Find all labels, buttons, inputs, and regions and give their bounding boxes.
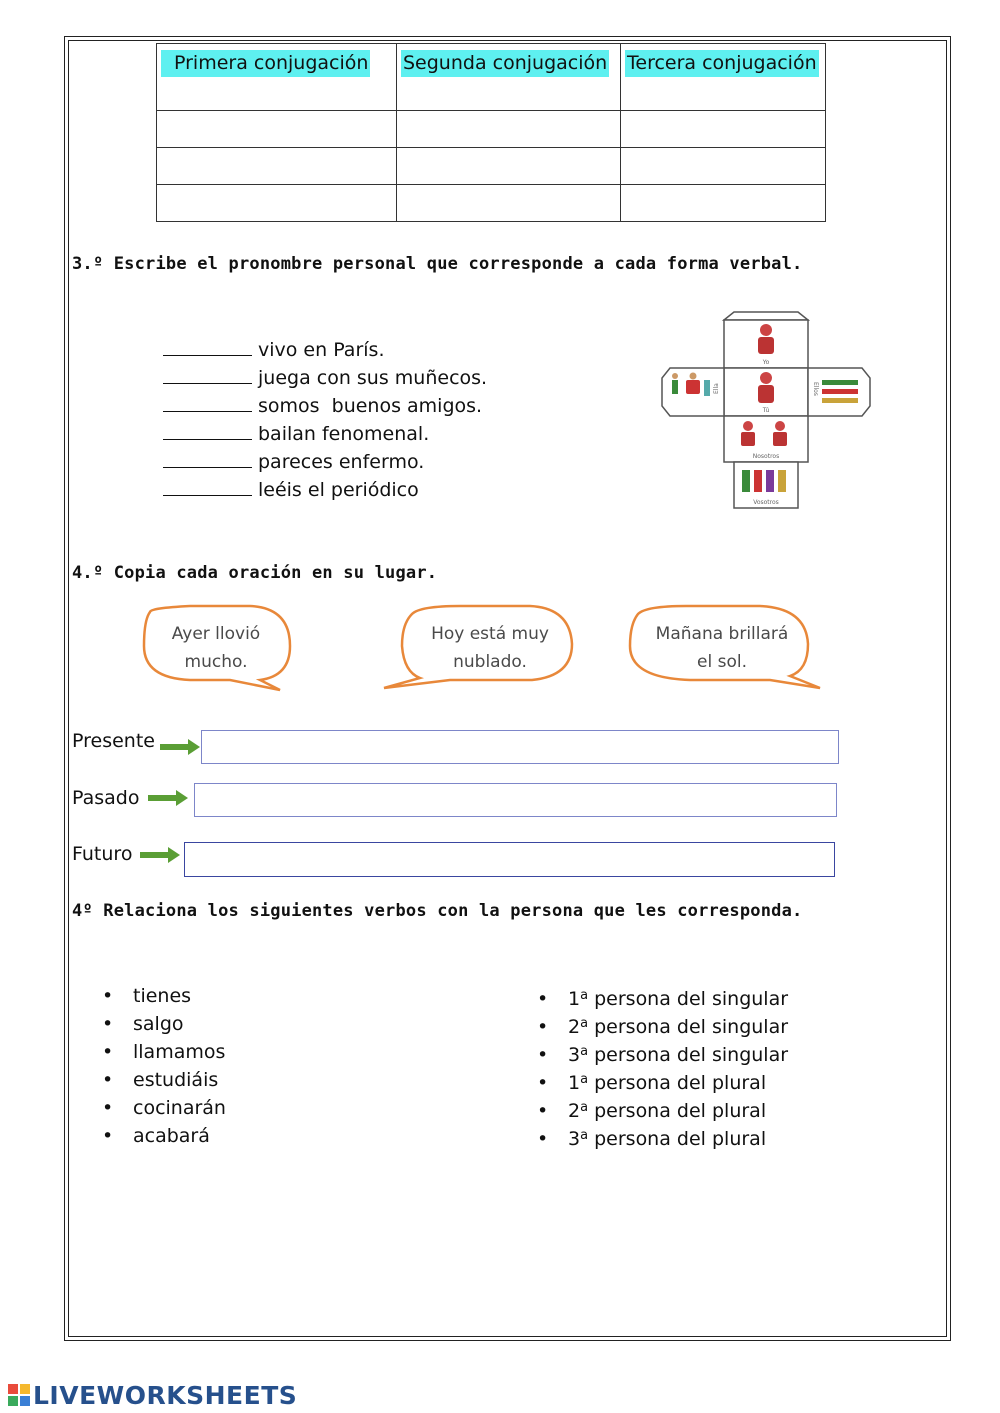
cube-label-nosotros: Nosotros [752,453,780,460]
person-text: persona del singular [588,988,789,1010]
logo-text: LIVEWORKSHEETS [33,1381,298,1410]
cube-label-ellos: Ellos [812,382,819,396]
table-header-cell [157,44,397,111]
cube-label-ella: Ella [713,383,720,394]
blank-line[interactable] [163,392,252,412]
ordinal-mark: a [580,1016,589,1031]
cube-label-vosotros: Vosotros [753,499,779,506]
item-text: pareces enfermo. [258,451,425,473]
list-item[interactable] [537,1010,788,1038]
list-item[interactable] [102,1094,226,1122]
verb-text: tienes [133,985,192,1007]
verb-text: llamamos [133,1041,226,1063]
futuro-input[interactable] [184,842,835,877]
list-item[interactable] [102,1122,226,1150]
person-text: persona del singular [588,1044,789,1066]
bubble-2-line2: nublado. [453,652,527,672]
list-item[interactable] [102,1038,226,1066]
table-cell[interactable] [157,148,397,185]
bullet: • [102,985,114,1007]
bubble-2-text [420,620,560,676]
cube-label-yo: Yo [762,359,770,366]
item-text: vivo en París. [258,339,385,361]
list-item [163,336,487,364]
bullet: • [537,988,549,1010]
persons-list [537,982,788,1150]
bubble-3-line2: el sol. [697,652,747,672]
logo-mark-text: LW [19,1404,21,1406]
verb-text: cocinarán [133,1097,226,1119]
blank-line[interactable] [163,364,252,384]
bubble-3-text [640,620,804,676]
ordinal-mark: a [580,1044,589,1059]
list-item[interactable] [102,1066,226,1094]
label-pasado: Pasado [72,787,140,809]
item-text: somos buenos amigos. [258,395,483,417]
section4a-title: 4.º Copia cada oración en su lugar. [72,563,438,583]
list-item[interactable] [537,1122,788,1150]
item-text: leéis el periódico [258,479,419,501]
blank-line[interactable] [163,476,252,496]
person-text: persona del singular [588,1016,789,1038]
header-primera: Primera conjugación [161,50,370,77]
header-segunda: Segunda conjugación [401,50,609,77]
bubble-1-line2: mucho. [184,652,248,672]
table-cell[interactable] [397,111,621,148]
table-cell[interactable] [621,185,826,222]
person-text: persona del plural [588,1072,767,1094]
person-num: 3 [568,1044,581,1066]
list-item[interactable] [537,1094,788,1122]
bubble-3-line1: Mañana brillará [655,624,789,644]
label-presente: Presente [72,730,155,752]
cube-label-tu: Tú [762,407,770,414]
pasado-input[interactable] [194,783,837,817]
ordinal-mark: a [580,988,589,1003]
table-header-cell [621,44,826,111]
table-row [157,111,826,148]
arrow-right-icon [160,739,200,755]
person-num: 2 [568,1016,581,1038]
bullet: • [537,1016,549,1038]
table-row [157,185,826,222]
bubble-1-text [150,620,282,676]
table-row [157,148,826,185]
conjugation-table [156,43,826,222]
liveworksheets-logo[interactable] [8,1381,297,1410]
bullet: • [102,1097,114,1119]
header-tercera: Tercera conjugación [625,50,819,77]
section3-title: 3.º Escribe el pronombre personal que corresponde a cada forma verbal. [72,254,803,274]
person-num: 1 [568,988,581,1010]
list-item[interactable] [102,982,226,1010]
table-header-row [157,44,826,111]
verb-text: acabará [133,1125,210,1147]
cube-label-el: Él [766,310,767,311]
arrow-right-icon [140,847,180,863]
list-item [163,420,487,448]
ordinal-mark: a [580,1072,589,1087]
list-item [163,392,487,420]
person-num: 3 [568,1128,581,1150]
blank-line[interactable] [163,336,252,356]
bullet: • [102,1041,114,1063]
verb-text: salgo [133,1013,184,1035]
table-cell[interactable] [157,111,397,148]
bubble-2-line1: Hoy está muy [431,624,549,644]
list-item[interactable] [537,982,788,1010]
bullet: • [537,1072,549,1094]
logo-mark-icon [8,1384,30,1408]
table-cell[interactable] [621,148,826,185]
table-cell[interactable] [621,111,826,148]
blank-line[interactable] [163,448,252,468]
table-cell[interactable] [397,185,621,222]
ordinal-mark: a [580,1128,589,1143]
verbs-list [102,982,226,1150]
section4b-title: 4º Relaciona los siguientes verbos con la persona que les corresponda. [72,901,803,921]
person-text: persona del plural [588,1100,767,1122]
bullet: • [102,1125,114,1147]
item-text: juega con sus muñecos. [258,367,488,389]
person-num: 2 [568,1100,581,1122]
pronoun-exercise [163,336,487,504]
item-text: bailan fenomenal. [258,423,430,445]
person-text: persona del plural [588,1128,767,1150]
list-item[interactable] [102,1010,226,1038]
bullet: • [537,1044,549,1066]
table-cell[interactable] [157,185,397,222]
person-tu-icon [758,372,774,403]
table-cell[interactable] [397,148,621,185]
person-yo-icon [758,324,774,354]
list-item[interactable] [537,1038,788,1066]
presente-input[interactable] [201,730,839,764]
list-item [163,448,487,476]
list-item[interactable] [537,1066,788,1094]
pronoun-cube-illustration [660,310,872,510]
person-num: 1 [568,1072,581,1094]
label-futuro: Futuro [72,843,133,865]
verb-text: estudiáis [133,1069,219,1091]
bullet: • [537,1100,549,1122]
blank-line[interactable] [163,420,252,440]
ordinal-mark: a [580,1100,589,1115]
bullet: • [102,1013,114,1035]
bullet: • [102,1069,114,1091]
table-header-cell [397,44,621,111]
arrow-right-icon [148,790,188,806]
list-item [163,364,487,392]
person-ellos-icon [822,380,858,403]
list-item [163,476,487,504]
bubble-1-line1: Ayer llovió [171,624,261,644]
bullet: • [537,1128,549,1150]
